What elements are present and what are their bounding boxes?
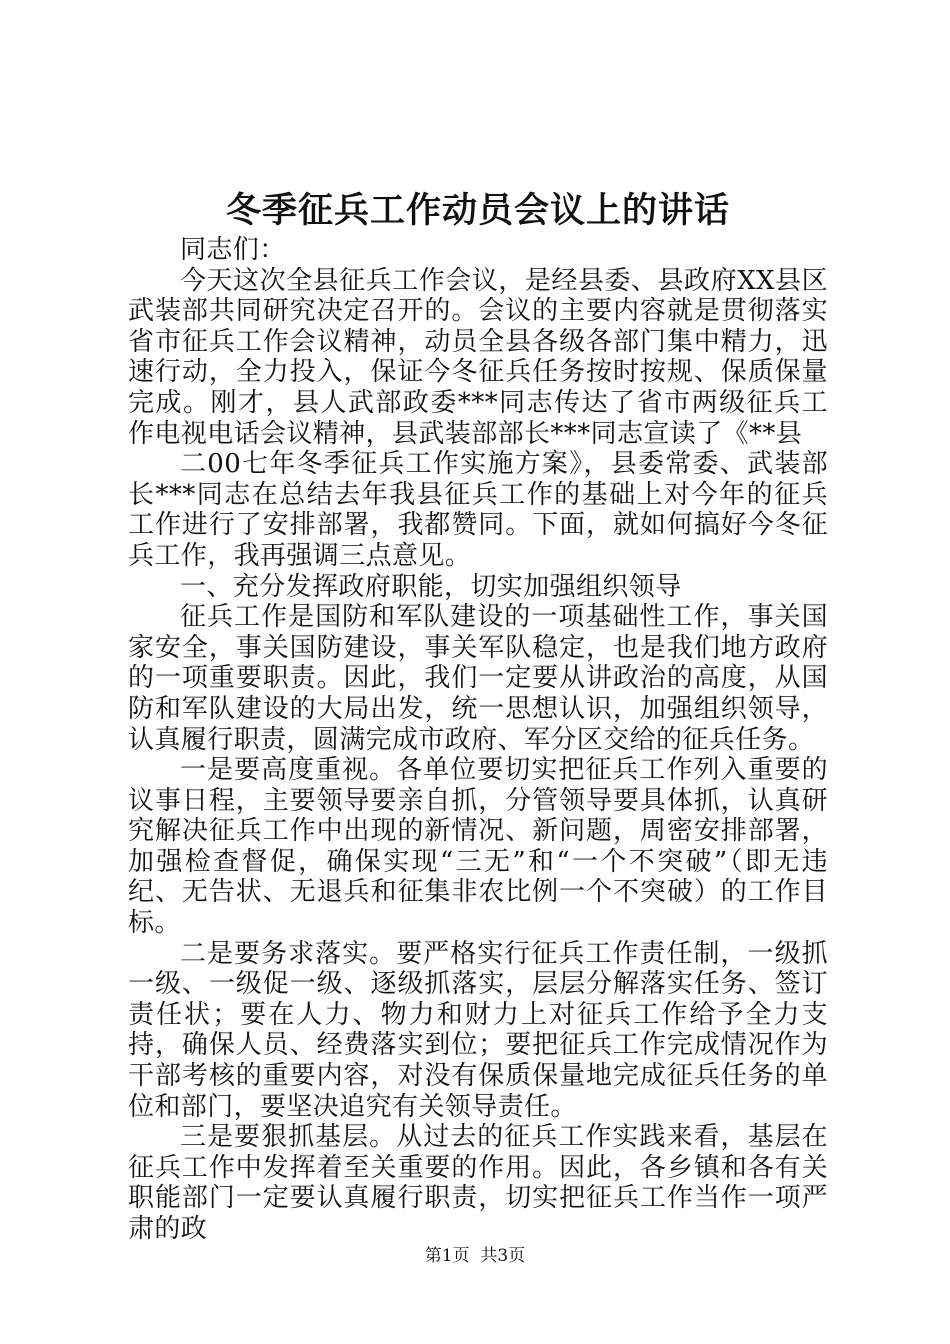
paragraph: 二00七年冬季征兵工作实施方案》，县委常委、武装部长***同志在总结去年我县征兵工作的基础上对今年的征兵工作进行了安排部署，我都赞同。下面，就如何搞好今冬征兵工作，我再强调三点意见。 <box>128 449 828 571</box>
paragraph: 征兵工作是国防和军队建设的一项基础性工作，事关国家安全，事关国防建设，事关军队稳定，也是我们地方政府的一项重要职责。因此，我们一定要从讲政治的高度，从国防和军队建设的大局出发，统一思想认识，加强组织领导，认真履行职责，圆满完成市政府、军分区交给的征兵任务。 <box>128 602 828 755</box>
document-title: 冬季征兵工作动员会议上的讲话 <box>225 190 730 231</box>
section-heading: 一、充分发挥政府职能，切实加强组织领导 <box>180 571 682 602</box>
paragraph: 二是要务求落实。要严格实行征兵工作责任制，一级抓一级、一级促一级、逐级抓落实，层层分解落实任务、签订责任状；要在人力、物力和财力上对征兵工作给予全力支持，确保人员、经费落实到位；要把征兵工作完成情况作为干部考核的重要内容，对没有保质保量地完成征兵任务的单位和部门，要坚决追究有关领导责任。 <box>128 938 828 1122</box>
page-footer: 第1页 共3页 <box>424 1246 526 1266</box>
document-body <box>128 235 828 1245</box>
paragraph-salutation: 同志们： <box>180 235 286 265</box>
document-page <box>128 0 828 1344</box>
paragraph: 今天这次全县征兵工作会议，是经县委、县政府XX县区武装部共同研究决定召开的。会议的主要内容就是贯彻落实省市征兵工作会议精神，动员全县各级各部门集中精力，迅速行动，全力投入，保证今冬征兵任务按时按规、保质保量完成。刚才，县人武部政委***同志传达了省市两级征兵工作电视电话会议精神，县武装部部长***同志宣读了《**县 <box>128 265 828 449</box>
paragraph: 三是要狠抓基层。从过去的征兵工作实践来看，基层在征兵工作中发挥着至关重要的作用。因此，各乡镇和各有关职能部门一定要认真履行职责，切实把征兵工作当作一项严肃的政 <box>128 1122 828 1244</box>
paragraph: 一是要高度重视。各单位要切实把征兵工作列入重要的议事日程，主要领导要亲自抓，分管领导要具体抓，认真研究解决征兵工作中出现的新情况、新问题，周密安排部署，加强检查督促，确保实现“三无”和“一个不突破”（即无违纪、无告状、无退兵和征集非农比例一个不突破）的工作目标。 <box>128 755 828 939</box>
